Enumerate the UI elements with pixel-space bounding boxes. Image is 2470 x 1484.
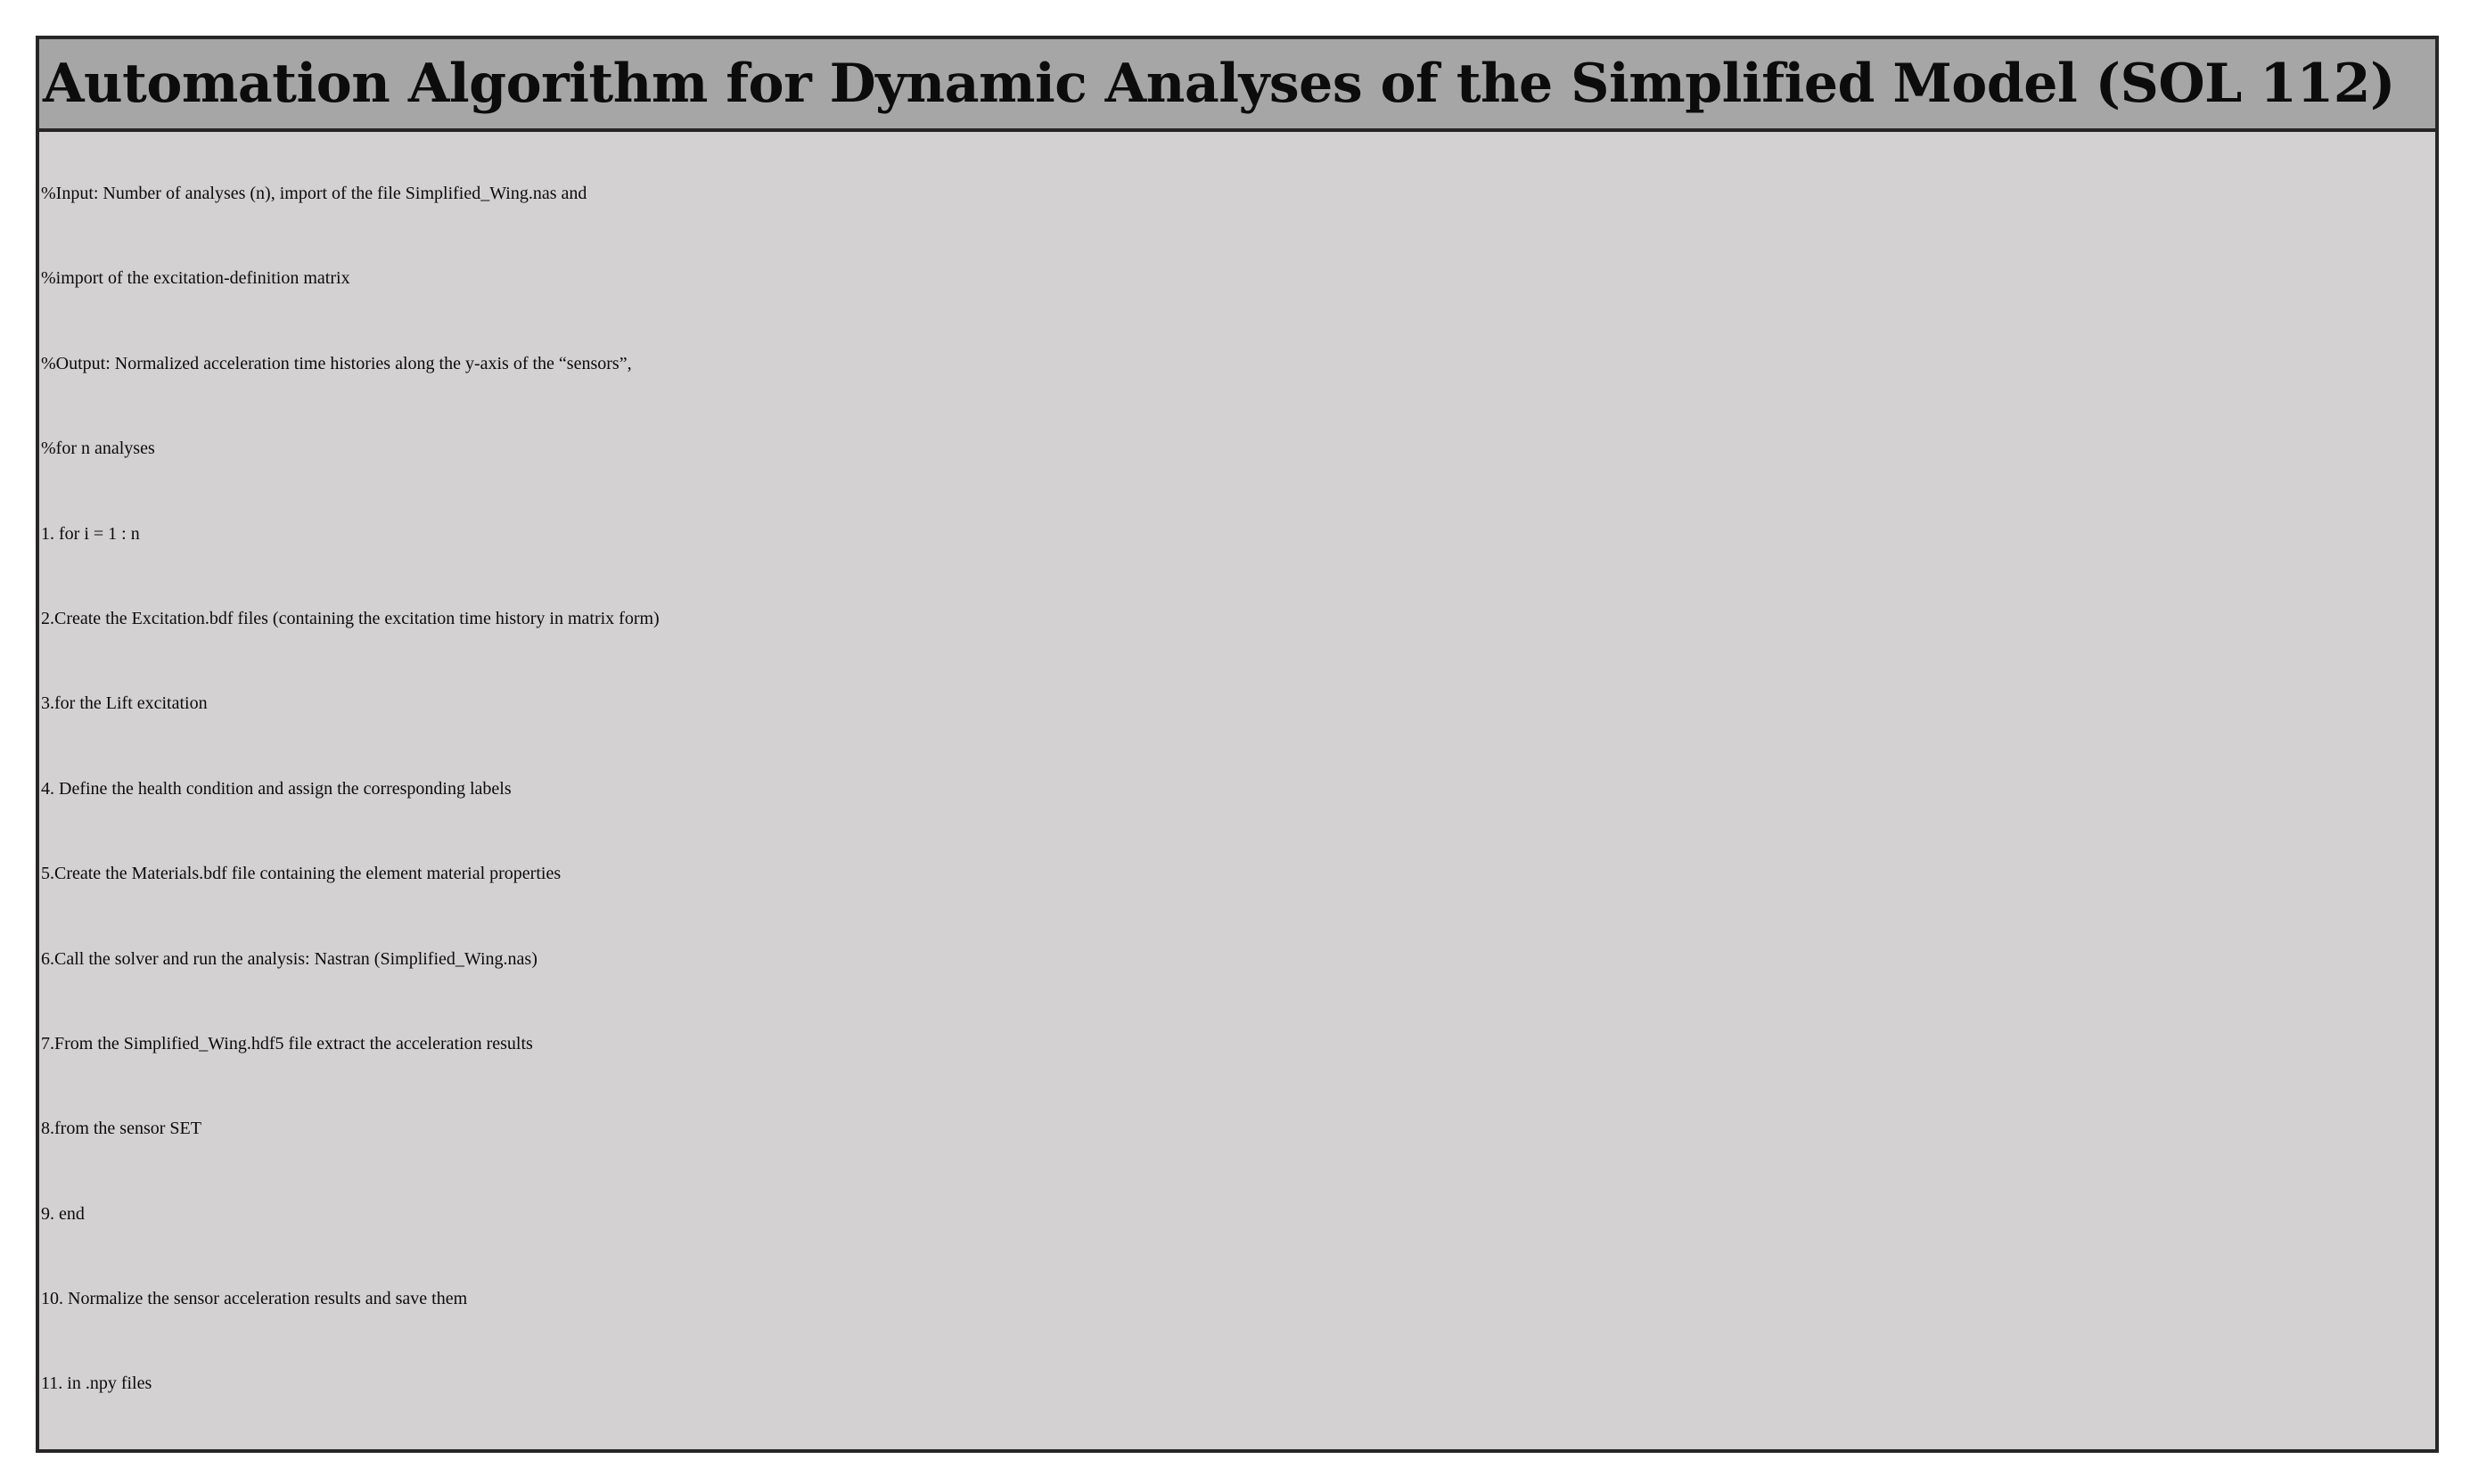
algorithm-step-6: 6.Call the solver and run the analysis: Nastran (Simplified_Wing.nas) xyxy=(41,948,537,969)
input-comment-line-1: %Input: Number of analyses (n), import of the file Simplified_Wing.nas and xyxy=(41,184,587,203)
output-comment-line-1: %Output: Normalized acceleration time histories along the y-axis of the “sensors”, xyxy=(41,353,632,373)
algorithm-step-11: 11. in .npy files xyxy=(41,1373,152,1394)
algorithm-box xyxy=(36,36,2439,1453)
algorithm-title: Automation Algorithm for Dynamic Analyses of the Simplified Model (SOL 112) xyxy=(43,53,2395,115)
algorithm-step-1: 1. for i = 1 : n xyxy=(41,523,140,544)
algorithm-step-10: 10. Normalize the sensor acceleration results and save them xyxy=(41,1289,468,1309)
algorithm-step-3: 3.for the Lift excitation xyxy=(41,693,208,714)
algorithm-step-2: 2.Create the Excitation.bdf files (containing the excitation time history in matrix form) xyxy=(41,608,660,628)
algorithm-header xyxy=(39,39,2435,132)
algorithm-step-4: 4. Define the health condition and assign the corresponding labels xyxy=(41,778,512,799)
algorithm-step-5: 5.Create the Materials.bdf file containing the element material properties xyxy=(41,864,562,884)
input-comment-line-2: %import of the excitation-definition matrix xyxy=(41,268,350,289)
algorithm-step-7: 7.From the Simplified_Wing.hdf5 file extract the acceleration results xyxy=(41,1033,533,1054)
algorithm-step-9: 9. end xyxy=(41,1203,85,1224)
algorithm-body xyxy=(39,132,2435,1427)
output-comment-line-2: %for n analyses xyxy=(41,439,155,459)
algorithm-step-8: 8.from the sensor SET xyxy=(41,1119,201,1139)
